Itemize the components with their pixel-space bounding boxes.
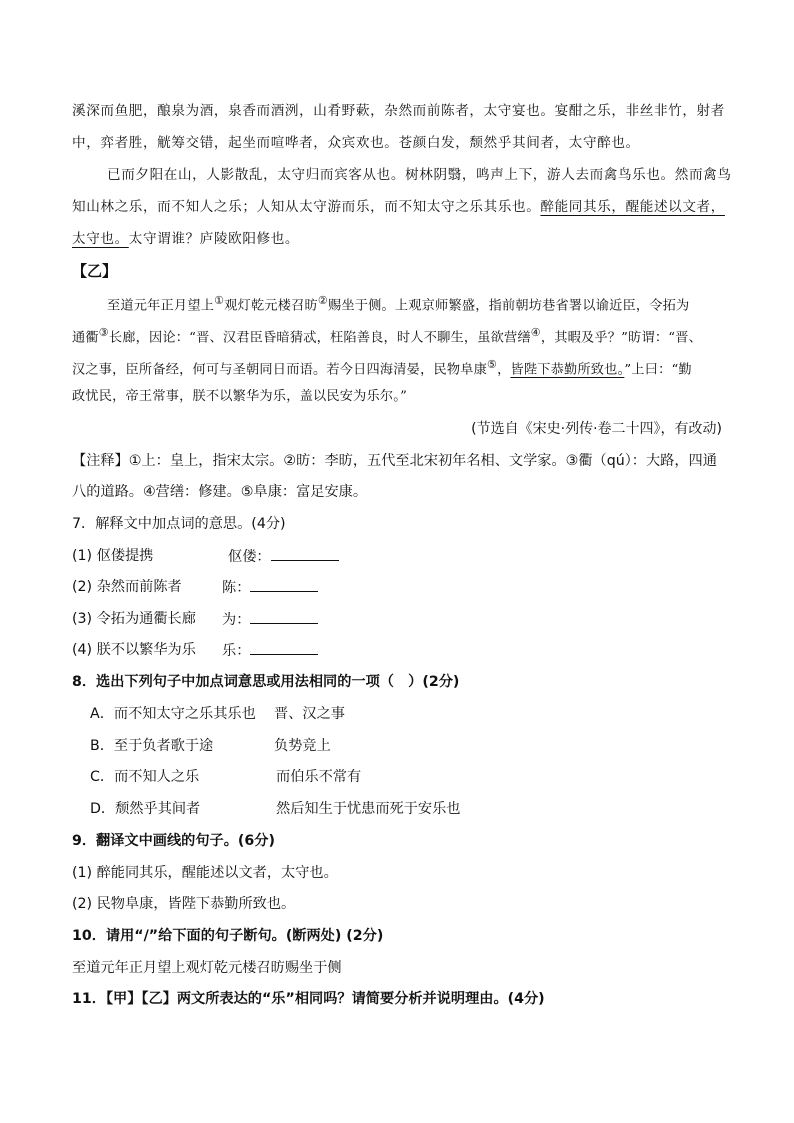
q8-option-compare: 晋、汉之事 xyxy=(274,706,345,722)
note-marker-3: ③ xyxy=(98,326,109,339)
q10-title: 10．请用“/”给下面的句子断句。(断两处) (2分) xyxy=(72,928,384,944)
q7-item-label: 伛偻： xyxy=(228,549,271,565)
jia-line-1: 溪深而鱼肥，酿泉为酒，泉香而酒洌，山肴野蔌，杂然而前陈者，太守宴也。宴酣之乐，非丝非竹，射者 xyxy=(72,103,725,119)
note-marker-2: ② xyxy=(317,294,328,307)
jia-line-5-plain: 太守谓谁？庐陵欧阳修也。 xyxy=(128,231,300,247)
jia-line-2: 中，弈者胜，觥筹交错，起坐而喧哗者，众宾欢也。苍颜白发，颓然乎其间者，太守醉也。 xyxy=(72,135,640,151)
q7-item-text: (2) 杂然而前陈者 xyxy=(72,579,182,595)
yi-heading: 【乙】 xyxy=(72,262,118,280)
q8-option-text: D．颓然乎其间者 xyxy=(90,801,201,817)
source-citation: (节选自《宋史·列传·卷二十四》，有改动) xyxy=(471,421,722,437)
q7-item-label: 陈： xyxy=(222,580,251,596)
jia-line-4-plain: 知山林之乐，而不知人之乐；人知从太守游而乐，而不知太守之乐其乐也。 xyxy=(72,199,541,215)
q8-option-text: B．至于负者歌于途 xyxy=(90,738,214,754)
jia-line-4 xyxy=(72,197,725,217)
q7-item-text: (3) 令拓为通衢长廊 xyxy=(72,611,196,627)
jia-line-5 xyxy=(72,229,299,249)
yi-text: ”上曰：“勤 xyxy=(624,362,692,378)
answer-blank[interactable] xyxy=(271,546,339,561)
yi-line-3 xyxy=(72,355,692,380)
q7-item-4 xyxy=(72,640,251,660)
q8-option-text: A．而不知太守之乐其乐也 xyxy=(90,706,256,722)
answer-blank[interactable] xyxy=(250,640,318,655)
q8-option-d[interactable] xyxy=(90,799,461,819)
q7-item-2 xyxy=(72,577,251,597)
q9-title: 9．翻译文中画线的句子。(6分) xyxy=(72,833,275,849)
note-marker-1: ① xyxy=(214,294,225,307)
answer-blank[interactable] xyxy=(250,577,318,592)
q8-option-compare: 而伯乐不常有 xyxy=(276,769,362,785)
yi-text: 通衢 xyxy=(72,330,99,346)
q10-sentence: 至道元年正月望上观灯乾元楼召昉赐坐于侧 xyxy=(72,960,342,976)
note-marker-5: ⑤ xyxy=(487,358,498,371)
note-marker-4: ④ xyxy=(530,326,541,339)
yi-line-2 xyxy=(72,323,702,348)
yi-text: 赐坐于侧。上观京师繁盛，指前朝坊巷省署以谕近臣，令拓为 xyxy=(327,298,690,314)
yi-text: 至道元年正月望上 xyxy=(107,298,215,314)
notes-line-1: 【注释】①上：皇上，指宋太宗。②昉：李昉，五代至北宋初年名相、文学家。③衢（qú）：大路，四通 xyxy=(72,453,717,469)
q11-title: 11．【甲】【乙】两文所表达的“乐”相同吗？请简要分析并说明理由。(4分) xyxy=(72,991,545,1007)
q7-item-3 xyxy=(72,609,251,629)
yi-text: 观灯乾元楼召昉 xyxy=(224,298,318,314)
q8-option-compare: 然后知生于忧患而死于安乐也 xyxy=(276,801,461,817)
q7-title: 7．解释文中加点词的意思。(4分) xyxy=(72,516,286,532)
q7-item-label: 为： xyxy=(222,612,251,628)
q8-title: 8．选出下列句子中加点词意思或用法相同的一项（ ）(2分) xyxy=(72,674,460,690)
answer-blank[interactable] xyxy=(250,609,318,624)
yi-text: 长廊，因论：“晋、汉君臣昏暗猜忒，枉陷善良，时人不聊生，虽欲营缮 xyxy=(108,330,531,346)
jia-line-3: 已而夕阳在山，人影散乱，太守归而宾客从也。树林阴翳，鸣声上下，游人去而禽鸟乐也。然而禽鸟 xyxy=(107,167,732,183)
q8-option-b[interactable] xyxy=(90,736,331,756)
yi-underlined-sentence: 皆陛下恭勤所致也。 xyxy=(510,362,625,378)
q8-option-a[interactable] xyxy=(90,704,345,724)
q7-item-text: (4) 朕不以繁华为乐 xyxy=(72,642,196,658)
notes-line-2: 八的道路。④营缮：修建。⑤阜康：富足安康。 xyxy=(72,484,368,500)
yi-line-1 xyxy=(107,291,689,316)
jia-underlined-sentence-part1: 醉能同其乐，醒能述以文者， xyxy=(540,199,725,215)
yi-text: ，其暇及乎？”昉谓：“晋、 xyxy=(540,330,703,346)
q8-option-text: C．而不知人之乐 xyxy=(90,769,200,785)
q8-option-c[interactable] xyxy=(90,767,362,787)
yi-line-4: 政忧民，帝王常事，朕不以繁华为乐，盖以民安为乐尔。” xyxy=(72,389,408,404)
jia-underlined-sentence-part2: 太守也。 xyxy=(72,231,129,247)
yi-text: 汉之事，臣所备经，何可与圣朝同日而语。若今日四海清晏，民物阜康 xyxy=(72,362,488,378)
q9-item-1: (1) 醉能同其乐，醒能述以文者，太守也。 xyxy=(72,865,338,881)
q9-item-2: (2) 民物阜康，皆陛下恭勤所致也。 xyxy=(72,896,296,912)
q7-item-label: 乐： xyxy=(222,643,251,659)
q8-option-compare: 负势竞上 xyxy=(274,738,331,754)
q7-item-text: (1) 伛偻提携 xyxy=(72,548,154,564)
q7-item-1 xyxy=(72,546,271,566)
yi-text: ， xyxy=(497,362,511,378)
